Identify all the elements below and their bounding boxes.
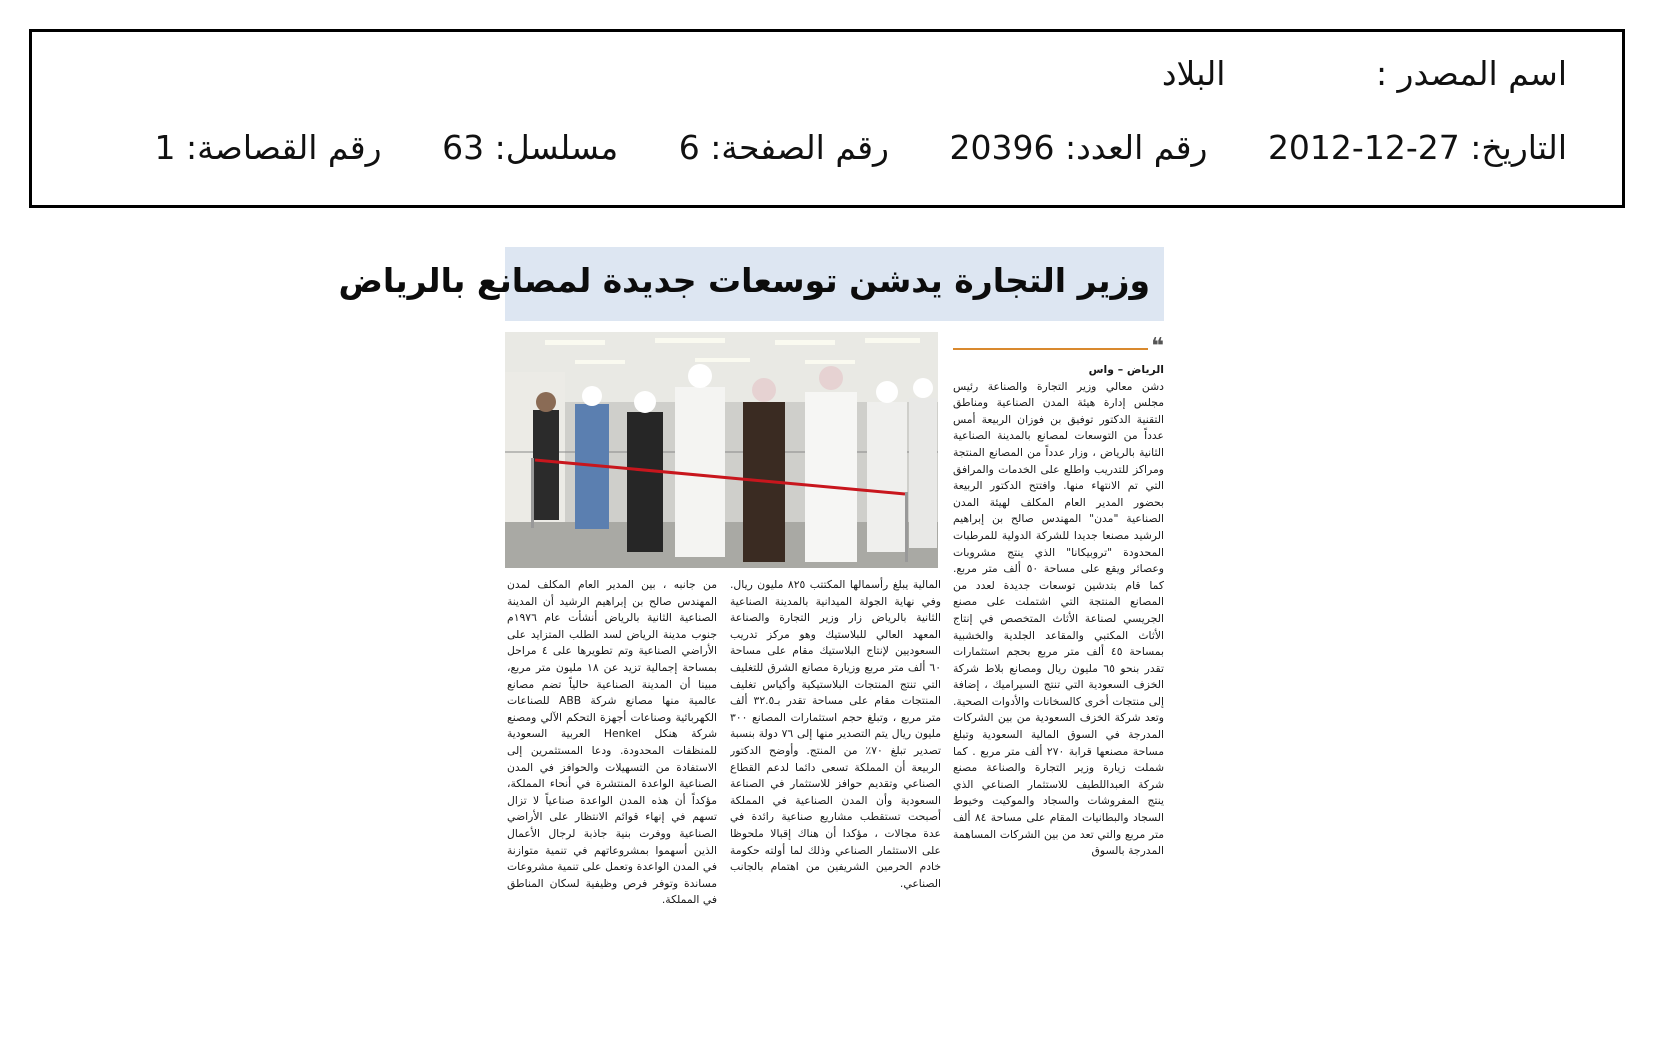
serial-value: 63 (442, 128, 485, 167)
issue-label: رقم العدد: (1064, 128, 1208, 167)
date-label: التاريخ: (1470, 128, 1567, 167)
page-label: رقم الصفحة: (710, 128, 889, 167)
issue-value: 20396 (949, 128, 1055, 167)
article-dateline: الرياض – واس (1088, 363, 1164, 376)
source-value: البلاد (1161, 54, 1226, 93)
source-row (1162, 54, 1567, 94)
photo-illustration (505, 332, 938, 568)
serial-label: مسلسل: (494, 128, 619, 167)
quote-mark-icon: ❝ (1151, 334, 1164, 359)
article-body-right: دشن معالي وزير التجارة والصناعة رئيس مجلس إدارة هيئة المدن الصناعية ومناطق التقنية الدكتور توفيق بن فوزان الربيعة أمس عدداً من التوسعات لمصانع بالمدينة الصناعية الثانية بالرياض ، وزار عدداً من المصانع المنتجة ومراكز للتدريب واطلع على الخدمات والمرافق التي تم الانتهاء منها. وافتتح الدكتور الربيعة بحضور المدير العام المكلف لهيئة المدن الصناعية "مدن" المهندس صالح بن إبراهيم الرشيد مصنعا جديدا للشركة الدولية للمرطبات المحدودة "تروبيكانا" الذي ينتج مشروبات وعصائر ويقع على مساحة ٥٠ ألف متر مربع. كما قام بتدشين توسعات جديدة لعدد من المصانع المنتجة التي اشتملت على مصنع الجريسي لصناعة الأثاث المتخصص في إنتاج الأثاث المكتبي والمقاعد الجلدية والخشبية بمساحة ٤٥ ألف متر مربع بحجم استثمارات تقدر بنحو ٦٥ مليون ريال ومصانع بلاط شركة الخزف السعودية التي تنتج السيراميك ، إضافة إلى منتجات أخرى كالسخانات والأدوات الصحية. وتعد شركة الخزف السعودية من بين الشركات المدرجة في السوق المالية السعودية وتبلغ مساحة مصنعها قرابة ٢٧٠ ألف متر مربع . كما شملت زيارة وزير التجارة والصناعة مصنع شركة العبداللطيف للاستثمار الصناعي الذي ينتج المفروشات والسجاد والموكيت وخيوط السجاد والبطانيات المقام على مساحة ٨٤ ألف متر مربع والتي تعد من بين الشركات المساهمة المدرجة بالسوق (953, 379, 1164, 858)
clip-field (155, 128, 382, 168)
newspaper-clipping (338, 247, 1164, 987)
headline-band (338, 247, 1164, 321)
article-column-middle (730, 577, 941, 982)
date-value: 2012-12-27 (1267, 128, 1460, 167)
article-column-right (953, 362, 1164, 984)
accent-divider (953, 348, 1148, 350)
details-row (155, 128, 1568, 168)
article-column-left (507, 577, 717, 982)
clipping-metadata-box (29, 29, 1625, 208)
page-field (679, 128, 889, 168)
clip-value: 1 (154, 128, 176, 167)
page-value: 6 (678, 128, 700, 167)
issue-field (950, 128, 1208, 168)
date-field (1268, 128, 1567, 168)
quote-rule (953, 334, 1164, 359)
serial-field (442, 128, 618, 168)
article-body-left: من جانبه ، بين المدير العام المكلف لمدن المهندس صالح بن إبراهيم الرشيد أن المدينة الصناعية الثانية بالرياض أنشأت عام ١٩٧٦م جنوب مدينة الرياض لسد الطلب المتزايد على الأراضي الصناعية وتم تطويرها على ٤ مراحل بمساحة إجمالية تزيد عن ١٨ مليون متر مربع، مبينا أن المدينة الصناعية حالياً تضم مصانع عالمية منها مصانع شركة ABB للصناعات الكهربائية وصناعات أجهزة التحكم الآلي ومصنع شركة هنكل Henkel العربية السعودية للمنظفات المحدودة. ودعا المستثمرين إلى الاستفادة من التسهيلات والحوافز في المدن الصناعية الواعدة المنتشرة في أنحاء المملكة، مؤكداً أن هذه المدن الواعدة صناعياً لا تزال تسهم في إنهاء قوائم الانتظار على الأراضي الصناعية ووفرت بنية جاذبة لرجال الأعمال الذين أسهموا بمشروعاتهم في تنمية متوازنة في المدن الواعدة وتعمل على تنمية مشروعات مساندة وتوفر فرص وظيفية لسكان المناطق في المملكة. (507, 578, 717, 907)
clip-label: رقم القصاصة: (186, 128, 382, 167)
article-headline: وزير التجارة يدشن توسعات جديدة لمصانع بالرياض (338, 261, 1150, 300)
article-body-middle: المالية يبلغ رأسمالها المكتتب ٨٢٥ مليون ريال. وفي نهاية الجولة الميدانية بالمدينة الصناعية الثانية بالرياض زار وزير التجارة والصناعة المعهد العالي للبلاستيك وهو مركز تدريب السعوديين لإنتاج البلاستيك مقام على مساحة ٦٠ ألف متر مربع وزيارة مصانع الشرق للتغليف التي تنتج المنتجات البلاستيكية وأكياس تغليف المنتجات مقام على مساحة تقدر بـ٣٢.٥ ألف متر مربع ، وتبلغ حجم استثمارات المصانع ٣٠٠ مليون ريال يتم التصدير منها إلى ٧٦ دولة بنسبة تصدير تبلغ ٧٠٪ من المنتج. وأوضح الدكتور الربيعة أن المملكة تسعى دائما لدعم القطاع الصناعي وتقديم حوافز للاستثمار في الصناعة السعودية وأن المدن الصناعية في المملكة أصبحت تستقطب مشاريع صناعية رائدة في عدة مجالات ، مؤكدا أن هناك إقبالا ملحوظا على الاستثمار الصناعي وذلك لما أولته حكومة خادم الحرمين الشريفين من اهتمام بالجانب الصناعي. (730, 578, 941, 890)
ribbon-cutting-photo (505, 332, 938, 568)
source-label: اسم المصدر : (1375, 54, 1567, 93)
